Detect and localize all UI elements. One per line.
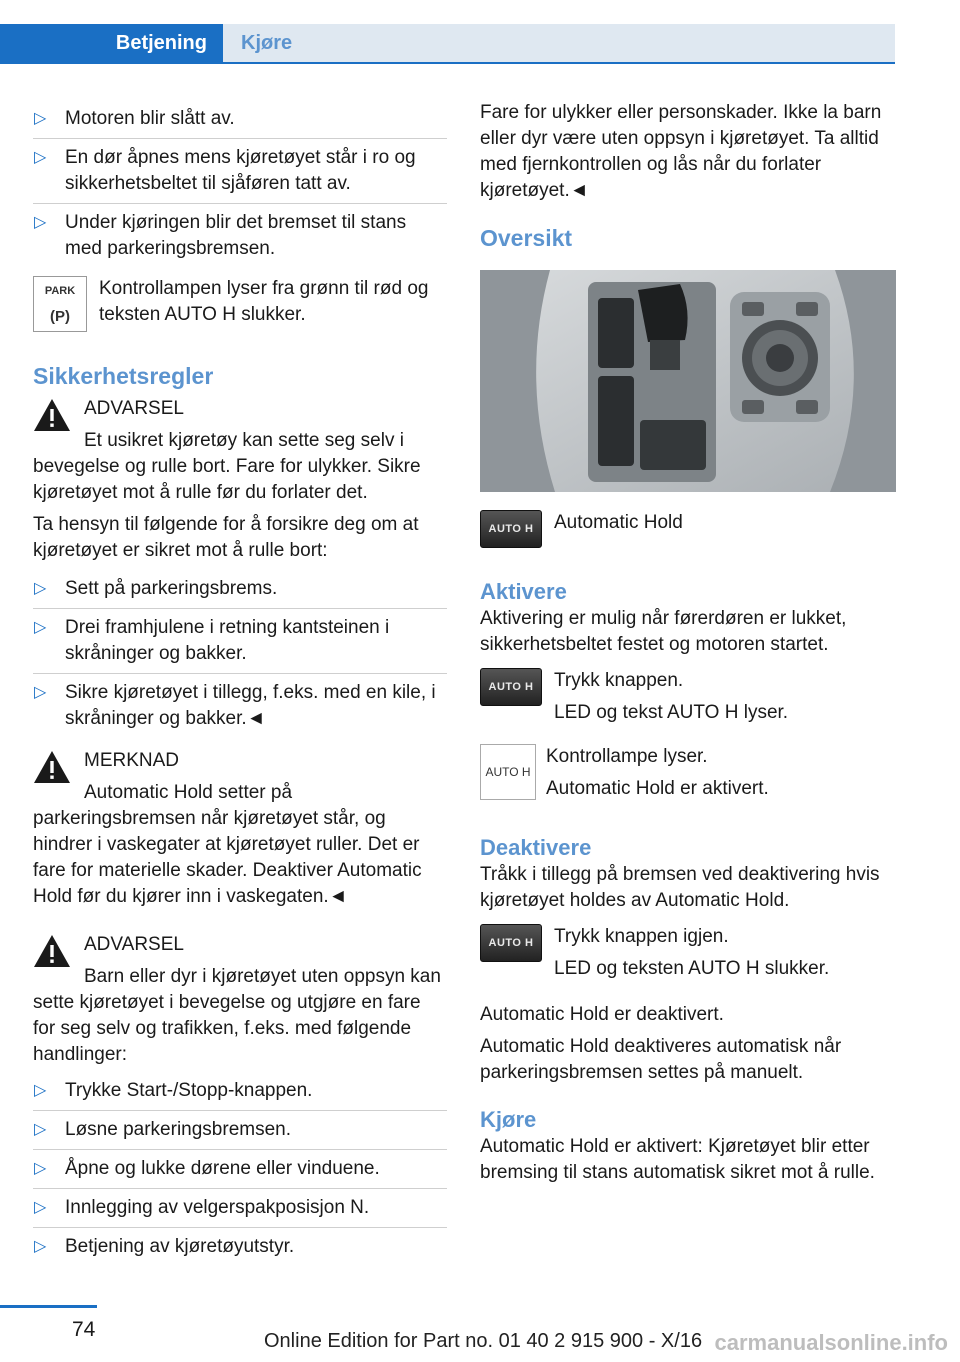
- footer-rule: [0, 1305, 97, 1308]
- park-indicator-row: [33, 276, 447, 332]
- tab-betjening[interactable]: Betjening: [0, 24, 223, 62]
- right-column: [480, 100, 896, 1192]
- list-item: ▷ Motoren blir slått av.: [33, 100, 447, 138]
- triangle-bullet-icon: ▷: [34, 684, 47, 701]
- list-item: ▷ Trykke Start-/Stopp-knappen.: [33, 1072, 447, 1110]
- watermark: carmanualsonline.info: [714, 1330, 948, 1355]
- activate-text: Aktivering er mulig når førerdøren er lukket, sikkerhetsbeltet festet og motoren startet.: [480, 608, 847, 655]
- heading-drive: Kjøre: [480, 1107, 537, 1132]
- heading-safety: Sikkerhetsregler: [33, 363, 214, 389]
- notice-block: MERKNAD Automatic Hold setter på parkeringsbremsen når kjøretøyet står, og hindrer i vaskegater at kjøretøyet ruller. Det er fare for materielle skader. Deaktiver Automatic Hold før du kjører inn i vaskegaten.◄: [33, 750, 422, 907]
- triangle-bullet-icon: ▷: [34, 1160, 47, 1177]
- warning-triangle-icon: [33, 934, 71, 968]
- console-photo: [480, 270, 896, 492]
- list-item: ▷ Under kjøringen blir det bremset til stans med parkeringsbremsen.: [33, 203, 447, 268]
- list-item: ▷ Sikre kjøretøyet i tillegg, f.eks. med en kile, i skråninger og bakker.◄: [33, 673, 447, 738]
- deactivate-step-row: AUTO H Trykk knappen igjen. LED og teksten AUTO H slukker.: [480, 924, 896, 988]
- tab-kjore[interactable]: Kjøre: [223, 24, 895, 62]
- list-secure: [33, 570, 447, 738]
- warning-block: ADVARSEL Et usikret kjøretøy kan sette seg selv i bevegelse og rulle bort. Fare for ulykker. Sikre kjøretøyet mot å rulle før du forlater det.: [33, 398, 421, 503]
- list-item: ▷ Sett på parkeringsbrems.: [33, 570, 447, 608]
- lamp-row: AUTO H Kontrollampe lyser. Automatic Hold er aktivert.: [480, 744, 896, 808]
- triangle-bullet-icon: ▷: [34, 1121, 47, 1138]
- online-edition-text: Online Edition for Part no. 01 40 2 915 900 - X/16: [264, 1330, 703, 1352]
- triangle-bullet-icon: ▷: [34, 619, 47, 636]
- list-item: ▷ Løsne parkeringsbremsen.: [33, 1110, 447, 1149]
- triangle-bullet-icon: ▷: [34, 214, 47, 231]
- list-actions: [33, 1072, 447, 1266]
- auto-h-button-icon: AUTO H: [480, 668, 542, 706]
- left-column: [33, 100, 447, 1266]
- heading-deactivate: Deaktivere: [480, 835, 592, 860]
- activate-step-row: AUTO H Trykk knappen. LED og tekst AUTO H lyser.: [480, 668, 896, 732]
- center-console-illustration: [480, 270, 896, 492]
- warning-triangle-icon: [33, 750, 71, 784]
- triangle-bullet-icon: ▷: [34, 580, 47, 597]
- drive-text: Automatic Hold er aktivert: Kjøretøyet blir etter bremsing til stans automatisk sikret mot å rulle.: [480, 1136, 875, 1183]
- triangle-bullet-icon: ▷: [34, 1199, 47, 1216]
- warning-triangle-icon: [33, 398, 71, 432]
- header-bar: [0, 0, 895, 64]
- warning-block: ADVARSEL Barn eller dyr i kjøretøyet uten oppsyn kan sette kjøretøyet i bevegelse og utgjøre en fare for seg selv og trafikken, f.eks. med følgende handlinger:: [33, 934, 441, 1065]
- auto-hold-caption-row: [480, 510, 896, 548]
- paragraph: Ta hensyn til følgende for å forsikre deg om at kjøretøyet er sikret mot å rulle bort:: [33, 514, 419, 561]
- list-conditions: [33, 100, 447, 268]
- heading-overview: Oversikt: [480, 225, 573, 251]
- heading-activate: Aktivere: [480, 579, 567, 604]
- triangle-bullet-icon: ▷: [34, 1082, 47, 1099]
- triangle-bullet-icon: ▷: [34, 1238, 47, 1255]
- page-number: 74: [72, 1318, 96, 1341]
- list-item: ▷ Åpne og lukke dørene eller vinduene.: [33, 1149, 447, 1188]
- list-item: ▷ Drei framhjulene i retning kantsteinen i skråninger og bakker.: [33, 608, 447, 673]
- auto-h-lamp-icon: AUTO H: [480, 744, 536, 800]
- warning-continuation: Fare for ulykker eller personskader. Ikke la barn eller dyr være uten oppsyn i kjøretøyet. Ta alltid med fjernkontrollen og lås når du forlater kjøretøyet.◄: [480, 102, 882, 201]
- caption-automatic-hold: Automatic Hold: [554, 512, 683, 533]
- list-item: ▷ Betjening av kjøretøyutstyr.: [33, 1227, 447, 1266]
- auto-h-button-icon: AUTO H: [480, 510, 542, 548]
- triangle-bullet-icon: ▷: [34, 110, 47, 127]
- triangle-bullet-icon: ▷: [34, 149, 47, 166]
- list-item: ▷ Innlegging av velgerspakposisjon N.: [33, 1188, 447, 1227]
- paragraph: Automatic Hold deaktiveres automatisk når parkeringsbremsen settes på manuelt.: [480, 1036, 842, 1083]
- park-indicator-text: Kontrollampen lyser fra grønn til rød og teksten AUTO H slukker.: [99, 278, 429, 325]
- paragraph: Automatic Hold er deaktivert.: [480, 1004, 724, 1025]
- park-lamp-icon: PARK (P): [33, 276, 87, 332]
- deactivate-text: Tråkk i tillegg på bremsen ved deaktivering hvis kjøretøyet holdes av Automatic Hold.: [480, 864, 880, 911]
- auto-h-button-icon: AUTO H: [480, 924, 542, 962]
- list-item: ▷ En dør åpnes mens kjøretøyet står i ro og sikkerhetsbeltet til sjåføren tatt av.: [33, 138, 447, 203]
